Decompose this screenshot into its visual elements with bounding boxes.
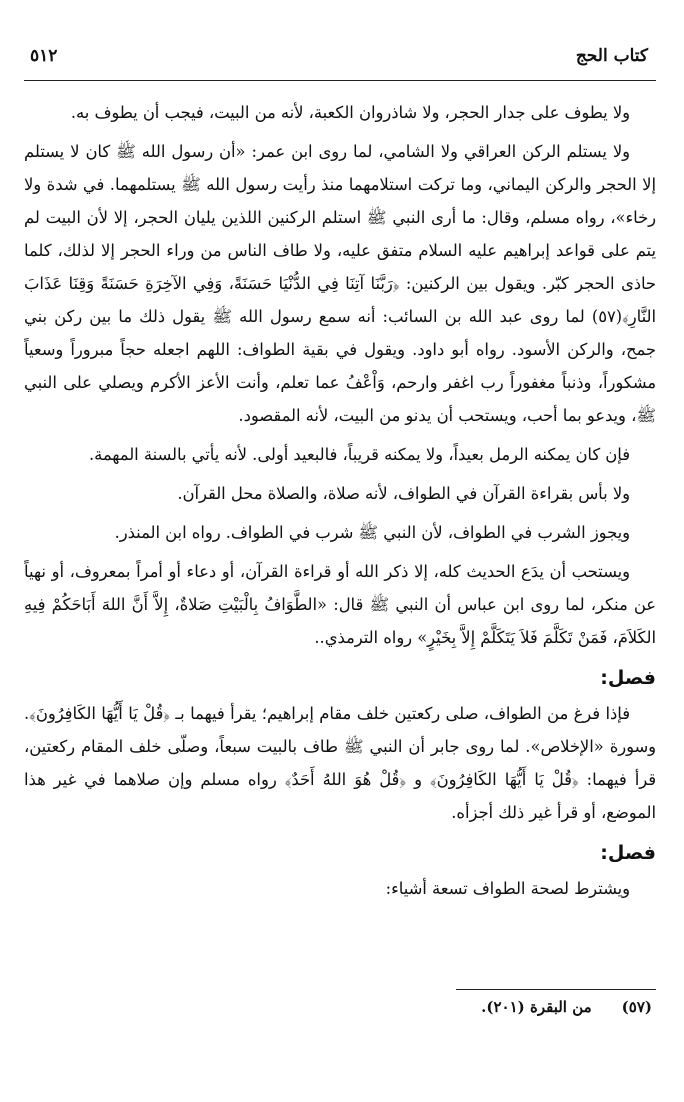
paragraph: فإذا فرغ من الطواف، صلى ركعتين خلف مقام إبراهيم؛ يقرأ فيهما بـ ﴿قُلْ يَا أَيُّهَا الكَافِرُونَ﴾. وسورة «الإخلاص». لما روى جابر أن النبي ﷺ طاف بالبيت سبعاً، وصلّى خلف المقام ركعتين، قرأ فيهما: ﴿قُلْ يَا أَيُّهَا الكَافِرُونَ﴾ و ﴿قُلْ هُوَ اللهُ أَحَدٌ﴾ رواه مسلم وإن صلاهما في غير هذا الموضع، أو قرأ غير ذلك أجزأه. (24, 704, 656, 822)
section-heading: فصل: (600, 667, 656, 689)
paragraph: ويستحب أن يدَع الحديث كله، إلا ذكر الله أو قراءة القرآن، أو دعاء أو أمراً بمعروف، أو نهياً عن منكر، لما روى ابن عباس أن النبي ﷺ قال: «الطَّوَافُ بِالْبَيْتِ صَلاةٌ، إِلاَّ أَنَّ اللهَ أَبَاحَكُمْ فِيهِ الكَلاَمَ، فَمَنْ تَكَلَّمَ فَلاَ يَتَكَلَّمْ إِلاَّ بِخَيْرٍ» رواه الترمذي.. (24, 562, 656, 647)
paragraph: ولا يستلم الركن العراقي ولا الشامي، لما روى ابن عمر: «أن رسول الله ﷺ كان لا يستلم إلا الحجر والركن اليماني، وما تركت استلامهما منذ رأيت رسول الله ﷺ يستلمهما. في شدة ولا رخاء»، رواه مسلم، وقال: ما أرى النبي ﷺ استلم الركنين اللذين يليان الحجر، إلا لأن البيت لم يتم على قواعد إبراهيم عليه السلام متفق عليه، ولا طاف الناس من وراء الحجر إلا لذلك، كلما حاذى الحجر كبّر. ويقول بين الركنين: ﴿رَبَّنَا آتِنَا فِي الدُّنْيَا حَسَنَةً، وَفِي الآخِرَةِ حَسَنَةً وَقِنَا عَذَابَ النَّارِ﴾(٥٧) لما روى عبد الله بن السائب: أنه سمع رسول الله ﷺ يقول ذلك ما بين ركن بني جمح، والركن الأسود. رواه أبو داود. ويقول في بقية الطواف: اللهم اجعله حجاً مبروراً وسعياً مشكوراً، وذنباً مغفوراً رب اغفر وارحم، وَاْعْفُ عما تعلم، وأنت الأعز الأكرم ويصلي على النبي ﷺ، ويدعو بما أحب، ويستحب أن يدنو من البيت، لأنه المقصود. (24, 142, 656, 425)
paragraph: ويشترط لصحة الطواف تسعة أشياء: (385, 879, 630, 898)
footnote (40, 998, 652, 1016)
paragraph: ولا بأس بقراءة القرآن في الطواف، لأنه صلاة، والصلاة محل القرآن. (177, 484, 630, 503)
paragraph: ويجوز الشرب في الطواف، لأن النبي ﷺ شرب في الطواف. رواه ابن المنذر. (114, 523, 630, 542)
footnote-number: (٥٧) (621, 998, 652, 1016)
paragraph: ولا يطوف على جدار الحجر، ولا شاذروان الكعبة، لأنه من البيت، فيجب أن يطوف به. (70, 103, 630, 122)
footnote-divider (456, 989, 656, 990)
header-divider (24, 80, 656, 81)
page-number: ٥١٢ (30, 46, 58, 66)
paragraph: فإن كان يمكنه الرمل بعيداً، ولا يمكنه قريباً، فالبعيد أولى. لأنه يأتي بالسنة المهمة. (88, 445, 630, 464)
page-header (30, 46, 648, 66)
section-heading: فصل: (600, 842, 656, 864)
page-body (24, 96, 656, 911)
book-title: كتاب الحج (575, 46, 648, 66)
footnote-text: من البقرة (٢٠١). (481, 998, 592, 1016)
